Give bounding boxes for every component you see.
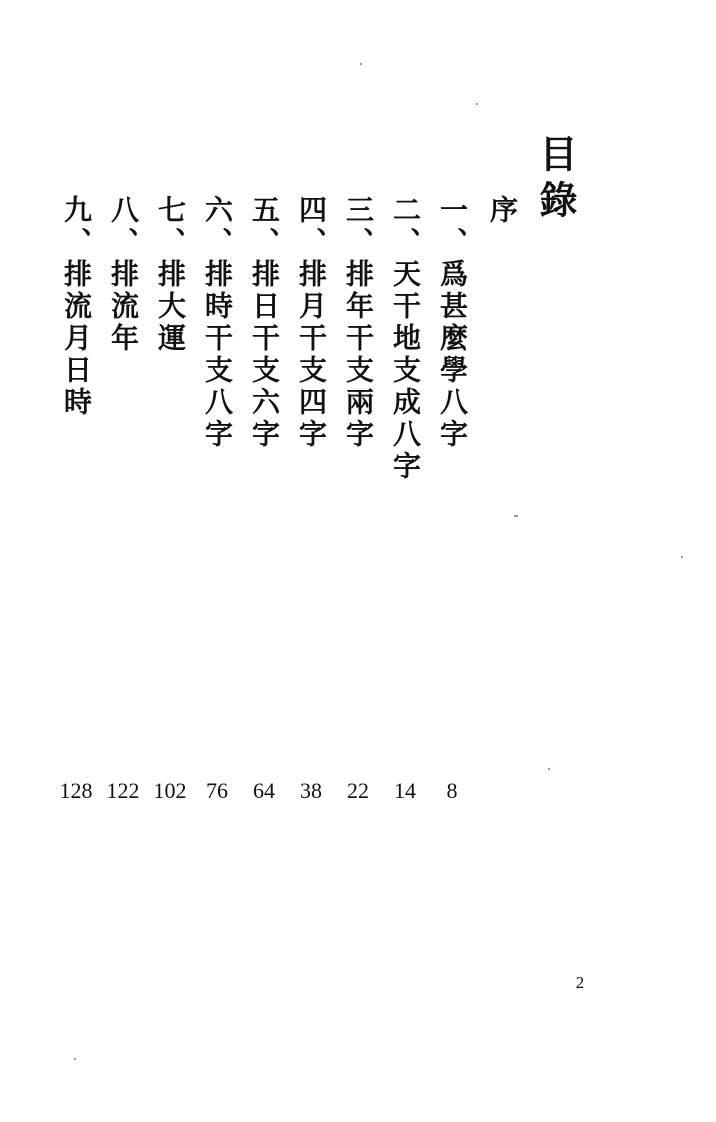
toc-page-number-3: 22 — [347, 778, 369, 803]
toc-page-number-5: 64 — [253, 778, 275, 803]
toc-entry-3: 三、排年干支兩字 — [342, 195, 375, 451]
scan-speck — [476, 103, 478, 105]
toc-entry-2: 二、天干地支成八字 — [389, 195, 422, 483]
toc-entry-8: 八、排流年 — [107, 195, 140, 355]
scan-speck — [548, 768, 550, 770]
toc-entry-4: 四、排月干支四字 — [295, 195, 328, 451]
toc-entry-9: 九、排流月日時 — [60, 195, 93, 419]
toc-page-number-1: 8 — [446, 778, 458, 803]
toc-entry-1: 一、爲甚麼學八字 — [436, 195, 469, 451]
scan-speck — [74, 1058, 76, 1060]
toc-entry-5: 五、排日干支六字 — [248, 195, 281, 451]
toc-entry-6: 六、排時干支八字 — [201, 195, 234, 451]
toc-page-number-9: 128 — [59, 778, 93, 803]
toc-title: 目錄 — [533, 134, 577, 226]
toc-page-number-2: 14 — [394, 778, 416, 803]
folio-page-number: 2 — [575, 973, 585, 992]
toc-page-numbers — [56, 777, 476, 807]
toc-page-number-8: 122 — [106, 778, 140, 803]
toc-page-number-6: 76 — [206, 778, 228, 803]
scan-speck — [360, 63, 362, 65]
toc-entry-7: 七、排大運 — [154, 195, 187, 355]
toc-page-number-4: 38 — [300, 778, 322, 803]
scan-speck — [681, 556, 683, 558]
toc-page-number-7: 102 — [153, 778, 187, 803]
toc-chapter-list — [56, 195, 476, 495]
toc-preface: 序 — [486, 195, 519, 223]
scan-speck — [514, 515, 518, 517]
